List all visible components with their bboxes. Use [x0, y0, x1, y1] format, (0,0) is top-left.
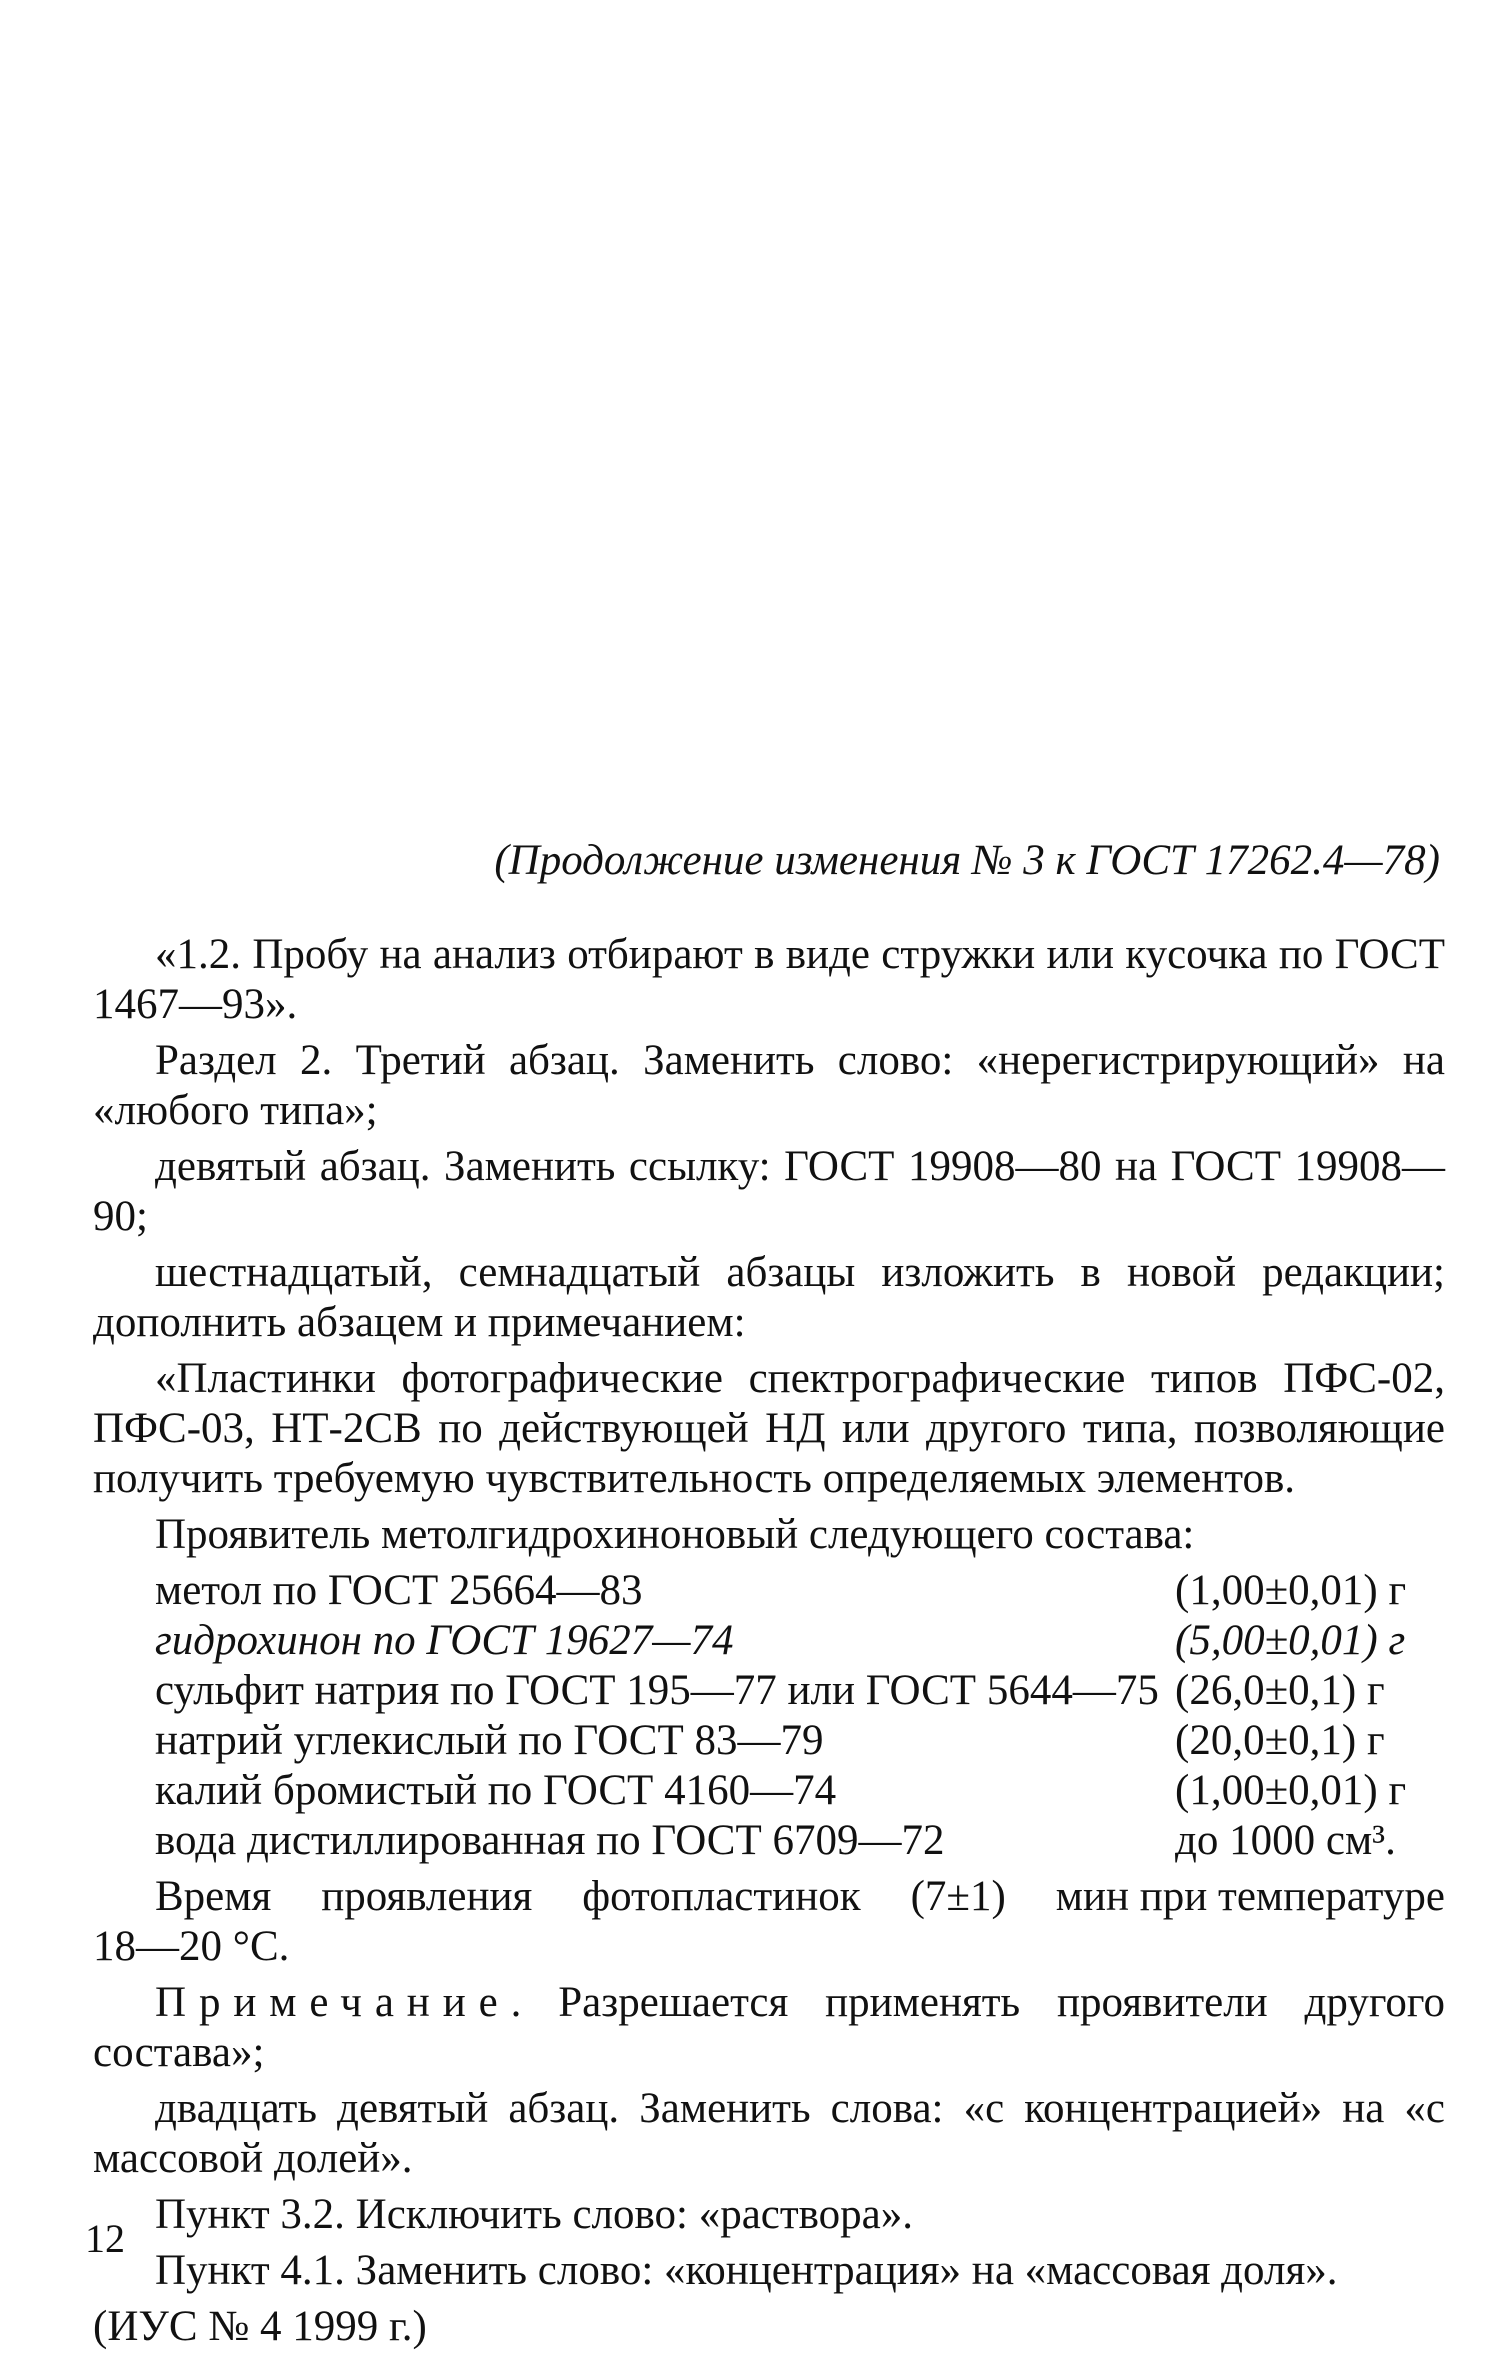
recipe-ingredient: натрий углекислый по ГОСТ 83—79: [155, 1717, 824, 1764]
recipe-row: [155, 1716, 1445, 1766]
recipe-row: [155, 1816, 1445, 1866]
note-text: . Разрешается применять проявители другого состава»;: [93, 1979, 1445, 2076]
paragraph-sixteenth: шестнадцатый, семнадцатый абзацы изложить в новой редакции; дополнить абзацем и примечанием:: [93, 1249, 1445, 1346]
recipe-amount: (5,00±0,01) г: [1175, 1617, 1406, 1664]
recipe-amount: (26,0±0,1) г: [1175, 1667, 1385, 1714]
development-time-line: [93, 1872, 1445, 1922]
paragraph-developer: Проявитель метолгидрохиноновый следующего состава:: [155, 1511, 1195, 1558]
dev-word: проявления: [321, 1873, 533, 1920]
recipe-row: [155, 1766, 1445, 1816]
recipe-ingredient: гидрохинон по ГОСТ 19627—74: [155, 1617, 734, 1664]
recipe-row: [155, 1566, 1445, 1616]
paragraph-item-3-2: Пункт 3.2. Исключить слово: «раствора».: [155, 2191, 914, 2238]
recipe-amount: до 1000 см³.: [1175, 1817, 1396, 1864]
recipe-amount: (20,0±0,1) г: [1175, 1717, 1385, 1764]
document-body: [93, 930, 1445, 2358]
development-time: [93, 1872, 1445, 1972]
continuation-header: (Продолжение изменения № 3 к ГОСТ 17262.4—78): [494, 837, 1440, 884]
note-paragraph: [93, 1978, 1445, 2078]
developer-recipe: [93, 1566, 1445, 1866]
paragraph-ninth: девятый абзац. Заменить ссылку: ГОСТ 19908—80 на ГОСТ 19908—90;: [93, 1143, 1445, 1240]
recipe-row: [155, 1616, 1445, 1666]
recipe-ingredient: метол по ГОСТ 25664—83: [155, 1567, 643, 1614]
dev-word: (7±1): [910, 1873, 1006, 1920]
recipe-amount: (1,00±0,01) г: [1175, 1767, 1407, 1814]
paragraph-twenty-ninth: двадцать девятый абзац. Заменить слова: «с концентрацией» на «с массовой долей».: [93, 2085, 1445, 2182]
recipe-ingredient: калий бромистый по ГОСТ 4160—74: [155, 1767, 837, 1814]
recipe-row: [155, 1666, 1445, 1716]
paragraph-item-4-1: Пункт 4.1. Заменить слово: «концентрация» на «массовая доля».: [155, 2247, 1338, 2294]
dev-word: мин при температуре: [1055, 1873, 1445, 1920]
dev-word: Время: [155, 1873, 272, 1920]
recipe-amount: (1,00±0,01) г: [1175, 1567, 1407, 1614]
recipe-ingredient: вода дистиллированная по ГОСТ 6709—72: [155, 1817, 945, 1864]
recipe-ingredient: сульфит натрия по ГОСТ 195—77 или ГОСТ 5644—75: [155, 1667, 1159, 1714]
ius-reference: (ИУС № 4 1999 г.): [93, 2303, 427, 2350]
development-temperature: 18—20 °С.: [93, 1923, 290, 1970]
paragraph-plates: «Пластинки фотографические спектрографические типов ПФС-02, ПФС-03, НТ-2СВ по действующей НД или другого типа, позволяющие получить требуемую чувствительность определяемых элементов.: [93, 1355, 1445, 1502]
paragraph-section-2: Раздел 2. Третий абзац. Заменить слово: «нерегистрирующий» на «любого типа»;: [93, 1037, 1445, 1134]
paragraph-sample: «1.2. Пробу на анализ отбирают в виде стружки или кусочка по ГОСТ 1467—93».: [93, 931, 1445, 1028]
page-number: 12: [85, 2216, 125, 2261]
note-label: Примечание: [155, 1979, 511, 2026]
dev-word: фотопластинок: [582, 1873, 861, 1920]
